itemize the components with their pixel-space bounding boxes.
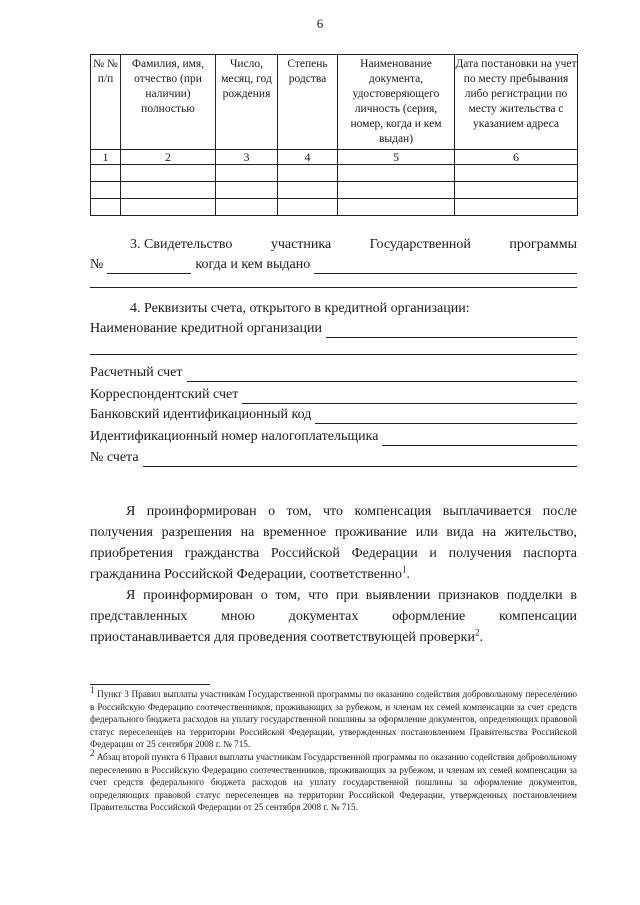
table-cell[interactable]: [121, 199, 216, 216]
footnote-1: $^1$ Пункт 3 Правил выплаты участникам Государственной программы по оказанию содействия добровольному переселению в Российскую Федерацию соотечественников, проживающих за рубежом, и членам их семей компенсации за счет средств федерального бюджета расходов на уплату государственной пошлины за оформление документов, определяющих правовой статус переселенцев на территории Российской Федерации, утвержденных постановлением Правительства Российской Федерации от 25 сентября 2008 г. № 715.: [90, 684, 578, 750]
table-row: [91, 165, 578, 182]
table-cell[interactable]: [338, 182, 455, 199]
column-header-relationship: Степень родства: [278, 55, 338, 150]
column-header-id-document: Наименование документа, удостоверяющего личность (серия, номер, когда и кем выдан): [338, 55, 455, 150]
heading-word: 3. Свидетельство: [130, 237, 233, 252]
column-header-registration: Дата постановки на учет по месту пребывания либо регистрации по месту жительства с указанием адреса: [455, 55, 578, 150]
bank-name-row: [90, 320, 577, 338]
table-cell[interactable]: [338, 199, 455, 216]
column-number: 1: [91, 150, 121, 165]
table-cell[interactable]: [455, 199, 578, 216]
number-label: №: [90, 257, 104, 272]
inn-label: Идентификационный номер налогоплательщика: [90, 429, 379, 444]
issued-by-label: когда и кем выдано: [195, 257, 311, 272]
bank-name-label: Наименование кредитной организации: [90, 321, 322, 336]
table-cell[interactable]: [278, 182, 338, 199]
table-cell[interactable]: [91, 199, 121, 216]
column-number: 2: [121, 150, 216, 165]
bik-row: [90, 406, 577, 424]
footnote-ref-1: 1: [402, 564, 407, 575]
account-number-row: [90, 449, 577, 467]
certificate-number-field[interactable]: [107, 259, 191, 274]
footnote-separator: [90, 684, 210, 685]
account-number-label: № счета: [90, 450, 139, 465]
table-cell[interactable]: [91, 165, 121, 182]
bik-field[interactable]: [315, 409, 577, 424]
table-cell[interactable]: [91, 182, 121, 199]
correspondent-account-label: Корреспондентский счет: [90, 387, 239, 402]
footnotes: [90, 684, 578, 814]
family-members-table: [90, 54, 578, 216]
table-cell[interactable]: [278, 199, 338, 216]
issued-by-continuation-field[interactable]: [90, 287, 577, 288]
table-cell[interactable]: [455, 165, 578, 182]
table-row: [91, 182, 578, 199]
correspondent-account-field[interactable]: [242, 389, 577, 404]
table-cell[interactable]: [338, 165, 455, 182]
section-3-heading: [90, 236, 577, 254]
table-cell[interactable]: [455, 182, 578, 199]
heading-word: участника: [270, 237, 332, 252]
column-number-row: [91, 150, 578, 165]
column-header-birth-date: Число, месяц, год рождения: [216, 55, 278, 150]
table-cell[interactable]: [278, 165, 338, 182]
column-header-full-name: Фамилия, имя, отчество (при наличии) полностью: [121, 55, 216, 150]
inn-field[interactable]: [382, 431, 577, 446]
column-number: 4: [278, 150, 338, 165]
table-row: [91, 199, 578, 216]
bank-name-field[interactable]: [326, 323, 577, 338]
inn-row: [90, 428, 577, 446]
issued-by-field[interactable]: [314, 259, 577, 274]
footnote-2: $^2$ Абзац второй пункта 6 Правил выплаты участникам Государственной программы по оказанию содействия добровольному переселению в Российскую Федерацию соотечественников, проживающих за рубежом, и членам их семей компенсации за счет средств федерального бюджета расходов на уплату государственной пошлины за оформление документов, определяющих правовой статус переселенцев на территории Российской Федерации, утвержденных постановлением Правительства Российской Федерации от 25 сентября 2008 г. № 715.: [90, 747, 577, 813]
heading-word: программы: [509, 237, 577, 252]
bik-label: Банковский идентификационный код: [90, 407, 312, 422]
statement-forgery-check: Я проинформирован о том, что при выявлении признаков подделки в представленных мною документах оформление компенсации приостанавливается для проведения соответствующей проверки$^2$.: [90, 588, 577, 645]
table-cell[interactable]: [216, 165, 278, 182]
column-number: 5: [338, 150, 455, 165]
table-cell[interactable]: [121, 182, 216, 199]
account-number-field[interactable]: [143, 452, 577, 467]
certificate-number-row: [90, 256, 577, 274]
table-cell[interactable]: [216, 182, 278, 199]
column-number: 6: [455, 150, 578, 165]
statement-compensation-timing: Я проинформирован о том, что компенсация выплачивается после получения разрешения на временное проживание или вида на жительство, приобретения гражданства Российской Федерации и получения паспорта гражданина Российской Федерации, соответственно$^1$.: [90, 504, 577, 582]
heading-word: Государственной: [369, 237, 471, 252]
footnote-ref-2: 2: [474, 627, 480, 638]
bank-name-continuation-field[interactable]: [90, 354, 577, 355]
page-number: 6: [316, 16, 324, 31]
section-4-heading: 4. Реквизиты счета, открытого в кредитной организации:: [130, 301, 470, 316]
column-header-number: № № п/п: [91, 55, 121, 150]
settlement-account-label: Расчетный счет: [90, 365, 183, 380]
statements: [90, 501, 577, 648]
table-header-row: [91, 55, 578, 150]
correspondent-account-row: [90, 386, 577, 404]
column-number: 3: [216, 150, 278, 165]
settlement-account-row: [90, 364, 577, 382]
table-cell[interactable]: [121, 165, 216, 182]
settlement-account-field[interactable]: [187, 367, 577, 382]
table-cell[interactable]: [216, 199, 278, 216]
